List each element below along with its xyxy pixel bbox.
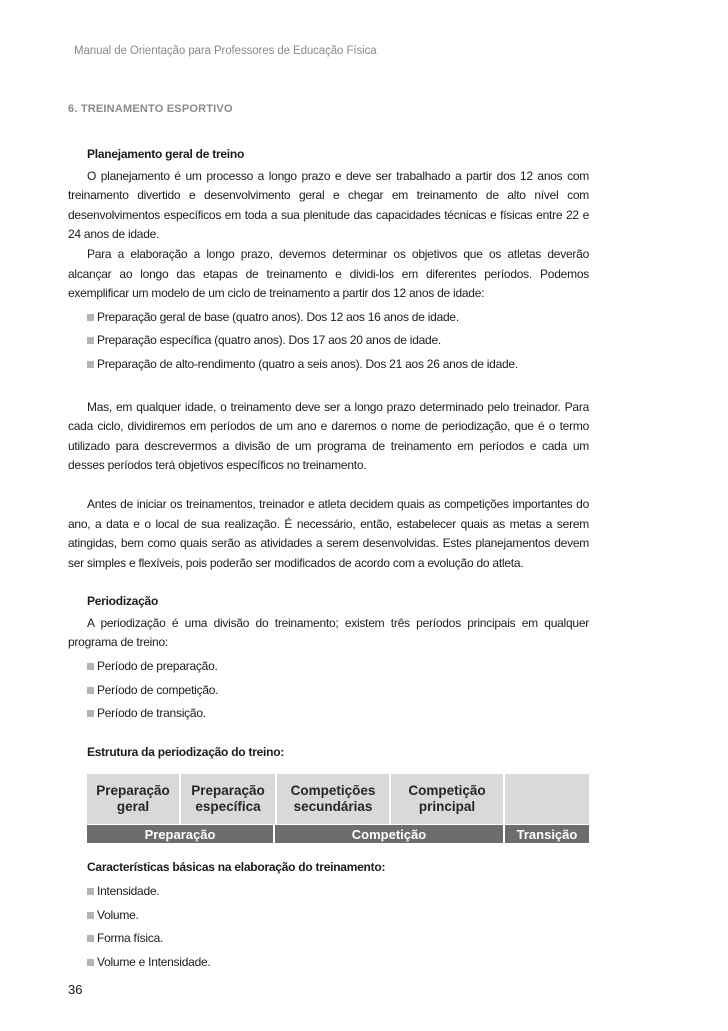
list-item-text: Preparação específica (quatro anos). Dos 17 aos 20 anos de idade.	[97, 333, 441, 348]
heading-caracteristicas: Características básicas na elaboração do treinamento:	[87, 860, 386, 875]
list-item	[87, 355, 589, 375]
list-item	[87, 681, 589, 701]
paragraph-planejamento-3: Mas, em qualquer idade, o treinamento deve ser a longo prazo determinado pelo treinador. Para cada ciclo, dividiremos em períodos de um ano e daremos o nome de periodização, que é o termo utilizado para descrevermos a divisão de um programa de treinamento em períodos e cada um desses períodos terá objetivos específicos no treinamento.	[68, 399, 589, 473]
running-header: Manual de Orientação para Professores de Educação Física	[74, 45, 377, 57]
list-item	[87, 308, 589, 328]
heading-planejamento: Planejamento geral de treino	[87, 147, 245, 161]
square-bullet-icon	[87, 361, 94, 368]
square-bullet-icon	[87, 687, 94, 694]
list-caracteristicas	[68, 882, 589, 972]
list-item	[87, 953, 589, 973]
periodization-phases-row	[87, 774, 589, 824]
list-item	[87, 704, 589, 724]
page-body	[68, 145, 589, 976]
list-item-text: Período de competição.	[97, 682, 219, 697]
phase-cell: Preparação geral	[87, 774, 181, 824]
list-periodos	[68, 657, 589, 724]
list-item-text: Período de transição.	[97, 706, 206, 721]
phase-cell: Preparação específica	[181, 774, 277, 824]
phase-cell: Competição principal	[391, 774, 505, 824]
band-transicao: Transição	[505, 825, 589, 843]
square-bullet-icon	[87, 912, 94, 919]
square-bullet-icon	[87, 959, 94, 966]
square-bullet-icon	[87, 337, 94, 344]
heading-periodizacao: Periodização	[87, 594, 159, 609]
list-item-text: Preparação geral de base (quatro anos). Dos 12 aos 16 anos de idade.	[97, 309, 459, 324]
list-item-text: Preparação de alto-rendimento (quatro a seis anos). Dos 21 aos 26 anos de idade.	[97, 356, 518, 371]
list-ciclo	[68, 308, 589, 375]
list-item-text: Período de preparação.	[97, 659, 218, 674]
periodization-bands-row	[87, 825, 589, 843]
paragraph-planejamento-2: Para a elaboração a longo prazo, devemos determinar os objetivos que os atletas deverão alcançar ao longo das etapas de treinamento e dividi-los em diferentes períodos. Podemos exemplificar um modelo de um ciclo de treinamento a partir dos 12 anos de idade:	[68, 246, 589, 301]
square-bullet-icon	[87, 314, 94, 321]
paragraph-planejamento-1: O planejamento é um processo a longo prazo e deve ser trabalhado a partir dos 12 anos com treinamento divertido e desenvolvimento geral e chegar em treinamento de alto nível com desenvolvimentos específicos em toda a sua plenitude das capacidades técnicas e físicas entre 22 e 24 anos de idade.	[68, 168, 589, 242]
section-title: 6. TREINAMENTO ESPORTIVO	[68, 103, 233, 115]
list-item	[87, 657, 589, 677]
band-preparacao: Preparação	[87, 825, 275, 843]
square-bullet-icon	[87, 935, 94, 942]
band-competicao: Competição	[275, 825, 505, 843]
list-item-text: Volume e Intensidade.	[97, 954, 211, 969]
heading-estrutura: Estrutura da periodização do treino:	[87, 744, 285, 759]
phase-cell: Competições secundárias	[277, 774, 391, 824]
list-item	[87, 906, 589, 926]
paragraph-planejamento-4: Antes de iniciar os treinamentos, treinador e atleta decidem quais as competições importantes do ano, a data e o local de sua realização. É necessário, então, estabelecer quais as metas a serem atingidas, bem como quais serão as atividades a serem desenvolvidas. Estes planejamentos devem ser simples e flexíveis, pois poderão ser modificados de acordo com a evolução do atleta.	[68, 496, 589, 570]
square-bullet-icon	[87, 710, 94, 717]
list-item	[87, 331, 589, 351]
list-item	[87, 929, 589, 949]
list-item-text: Forma física.	[97, 931, 164, 946]
list-item	[87, 882, 589, 902]
square-bullet-icon	[87, 663, 94, 670]
paragraph-periodizacao: A periodização é uma divisão do treinamento; existem três períodos principais em qualquer programa de treino:	[68, 615, 589, 650]
phase-cell	[505, 774, 589, 824]
list-item-text: Intensidade.	[97, 884, 160, 899]
list-item-text: Volume.	[97, 907, 139, 922]
square-bullet-icon	[87, 888, 94, 895]
page-number: 36	[68, 982, 83, 997]
periodization-table	[87, 774, 589, 843]
